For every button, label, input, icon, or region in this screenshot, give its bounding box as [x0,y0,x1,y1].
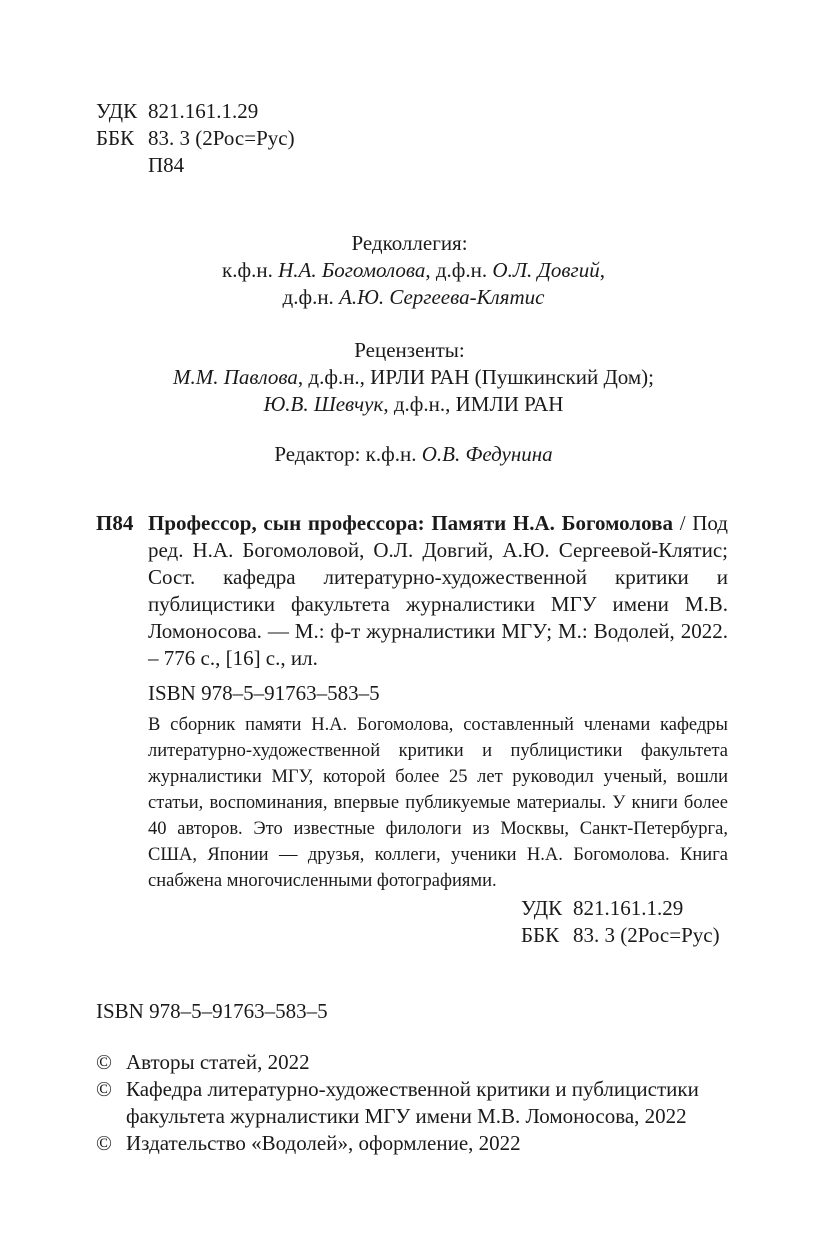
catalog-mark: П84 [96,511,134,535]
copyright-authors: © Авторы статей, 2022 [96,1050,310,1074]
bbk-value: 83. 3 (2Рос=Рус) [148,126,295,150]
footer-isbn: ISBN 978–5–91763–583–5 [96,999,328,1023]
catalog-entry [148,510,728,672]
catalog-bbk: ББК 83. 3 (2Рос=Рус) [521,923,720,947]
udk-line [96,98,258,125]
reviewer-name: Ю.В. Шевчук [263,392,384,416]
catalog-isbn: ISBN 978–5–91763–583–5 [148,681,380,705]
annotation: В сборник памяти Н.А. Богомолова, составленный членами кафедры литературно-художественной критики и публицистики факультета журналистики МГУ, которой более 25 лет руководил ученый, вошли статьи, воспоминания, впервые публикуемые материалы. У книги более 40 авторов. Это известные филологи из Москвы, Санкт-Петербурга, США, Японии — друзья, коллеги, ученики Н.А. Богомолова. Книга снабжена многочисленными фотографиями. [148,715,728,891]
copyright-publisher: © Издательство «Водолей», оформление, 2022 [96,1131,521,1155]
copyright-icon: © [96,1131,112,1155]
copyright-icon: © [96,1050,112,1074]
udk-value: 821.161.1.29 [148,99,259,123]
catalog-udk: УДК 821.161.1.29 [521,896,684,920]
copyright-department: © Кафедра литературно-художественной критики и публицистики факультета журналистики МГУ имени М.В. Ломоносова, 2022 [96,1077,699,1128]
editorial-board-title: Редколлегия: [351,231,468,255]
reviewers-title: Рецензенты: [354,338,465,362]
reviewer-1: М.М. Павлова, д.ф.н., ИРЛИ РАН (Пушкинский Дом); [173,365,654,389]
udk-label: УДК [96,99,138,123]
author-mark: П84 [148,153,185,177]
reviewer-2: Ю.В. Шевчук, д.ф.н., ИМЛИ РАН [263,392,564,416]
catalog-body: / Под ред. Н.А. Богомоловой, О.Л. Довгий, А.Ю. Сергеевой-Клятис; Сост. кафедра литературно-художественной критики и публицистики факультета журналистики МГУ имени М.В. Ломоносова. — М.: ф-т журналистики МГУ; М.: Водолей, 2022. – 776 с., [16] с., ил. [148,511,728,670]
bbk-label: ББК [96,126,135,150]
editor-name: О.В. Федунина [421,442,553,466]
bbk-line [96,125,295,152]
editor-name: А.Ю. Сергеева-Клятис [339,285,545,309]
reviewer-name: М.М. Павлова [173,365,298,389]
editor-line: Редактор: к.ф.н. О.В. Федунина [274,442,553,466]
editorial-board-line2: д.ф.н. А.Ю. Сергеева-Клятис [282,285,545,309]
book-title: Профессор, сын профессора: Памяти Н.А. Богомолова [148,511,673,535]
editorial-board-line1: к.ф.н. Н.А. Богомолова, д.ф.н. О.Л. Довгий, [222,258,605,282]
editor-name: Н.А. Богомолова [278,258,426,282]
copyright-icon: © [96,1077,112,1101]
editor-name: О.Л. Довгий [492,258,600,282]
